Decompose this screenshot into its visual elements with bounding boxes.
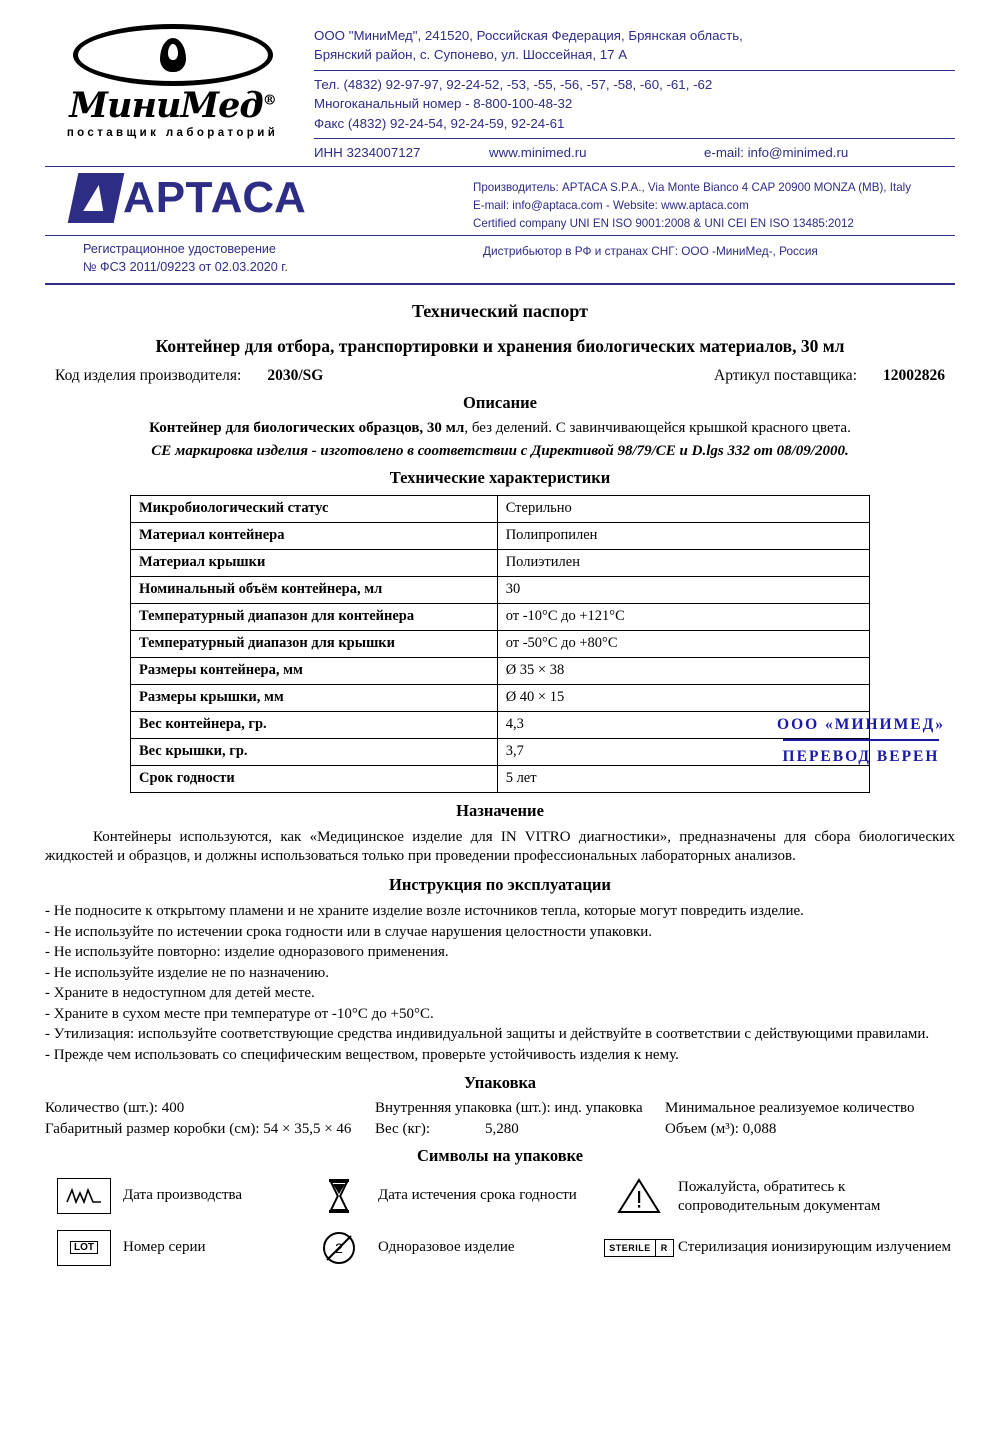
svg-text:2: 2	[335, 1239, 343, 1256]
manufacturer-code-value: 2030/SG	[267, 366, 324, 384]
instruction-item: - Прежде чем использовать со специфическим веществом, проверьте устойчивость изделия к нему.	[45, 1046, 679, 1063]
description-heading: Описание	[463, 392, 537, 412]
manufacturer-line-1: Производитель: APTACA S.P.A., Via Monte Bianco 4 CAP 20900 MONZA (MB), Italy	[473, 181, 912, 195]
phone-line-1: Тел. (4832) 92-97-97, 92-24-52, -53, -55, -56, -57, -58, -60, -61, -62	[314, 76, 713, 92]
spec-value: 4,3	[497, 711, 869, 738]
purpose-heading: Назначение	[456, 800, 544, 820]
symbol-label: Дата истечения срока годности	[378, 1187, 577, 1204]
spec-value: 30	[497, 576, 869, 603]
header-divider	[314, 70, 955, 71]
translation-stamp	[777, 710, 945, 772]
manufacturer-line-3: Certified company UNI EN ISO 9001:2008 & UNI CEI EN ISO 13485:2012	[473, 217, 854, 231]
header-divider-2	[314, 138, 955, 139]
table-row	[131, 495, 870, 522]
weight-value: 5,280	[485, 1121, 519, 1138]
specs-table	[130, 495, 870, 793]
spec-key: Номинальный объём контейнера, мл	[131, 576, 498, 603]
symbols-row-1	[45, 1178, 955, 1216]
table-row	[131, 603, 870, 630]
stamp-line-2: ПЕРЕВОД ВЕРЕН	[783, 739, 940, 771]
phone-line-3: Факс (4832) 92-24-54, 92-24-59, 92-24-61	[314, 115, 565, 131]
minimed-logo	[45, 22, 300, 139]
spec-value: 5 лет	[497, 765, 869, 792]
spec-key: Размеры крышки, мм	[131, 684, 498, 711]
minimed-logo-text: МиниМед	[69, 85, 263, 126]
table-row	[131, 711, 870, 738]
description-line	[45, 420, 955, 437]
spec-key: Температурный диапазон для контейнера	[131, 603, 498, 630]
aptaca-logo	[45, 173, 473, 223]
spec-key: Вес контейнера, гр.	[131, 711, 498, 738]
single-use-icon	[312, 1230, 366, 1266]
symbol-label: Дата производства	[123, 1187, 243, 1204]
sterile-method-text: R	[660, 1242, 668, 1253]
document-content	[45, 301, 955, 1266]
symbol-label: Стерилизация ионизирующим излучением	[678, 1238, 952, 1255]
stamp-line-1: ООО «МИНИМЕД»	[777, 716, 945, 733]
packaging-heading: Упаковка	[463, 1073, 537, 1093]
aptaca-mark-icon	[68, 173, 125, 223]
sterile-text: STERILE	[605, 1240, 656, 1256]
address-line-1: ООО "МиниМед", 241520, Российская Федерация, Брянская область,	[314, 28, 743, 43]
codes-row	[55, 367, 945, 385]
spec-key: Микробиологический статус	[131, 495, 498, 522]
table-row	[131, 765, 870, 792]
phone-line-2: Многоканальный номер - 8-800-100-48-32	[314, 96, 573, 112]
inner-packaging-label: Внутренняя упаковка (шт.):	[375, 1100, 551, 1117]
symbol-lot-number	[45, 1230, 312, 1266]
sterile-r-icon	[609, 1230, 668, 1266]
symbols-heading: Символы на упаковке	[416, 1146, 584, 1166]
min-quantity-label: Минимальное реализуемое количество	[665, 1100, 915, 1117]
document-header	[45, 22, 955, 285]
registration-certificate	[45, 241, 483, 276]
reg-cert-line-2: № ФСЗ 2011/09223 от 02.03.2020 г.	[83, 259, 288, 274]
weight-label: Вес (кг):	[375, 1121, 431, 1138]
symbol-label: Номер серии	[123, 1238, 206, 1255]
header-bottom-row	[45, 235, 955, 282]
table-row	[131, 738, 870, 765]
manufacturer-line-2: E-mail: info@aptaca.com - Website: www.aptaca.com	[473, 199, 749, 213]
website-link[interactable]: www.minimed.ru	[489, 145, 587, 161]
header-inn-row	[314, 143, 955, 162]
instruction-item: - Храните в недоступном для детей месте.	[45, 985, 315, 1002]
purpose-text: Контейнеры используются, как «Медицинское изделие для IN VITRO диагностики», предназначены для сбора биологических жидкостей и образцов, и должны использоваться только при проведении профессиональных лабораторных анализов.	[45, 828, 955, 865]
packaging-row-2	[45, 1121, 955, 1138]
box-size-label: Габаритный размер коробки (см): 54 × 35,5 × 46	[45, 1121, 352, 1138]
spec-key: Температурный диапазон для крышки	[131, 630, 498, 657]
instruction-item: - Не используйте повторно: изделие одноразового применения.	[45, 944, 449, 961]
spec-value: Полиэтилен	[497, 549, 869, 576]
spec-value: Ø 35 × 38	[497, 657, 869, 684]
manufacturer-info	[473, 173, 955, 233]
flame-oval-icon	[73, 24, 273, 86]
lot-number-icon	[57, 1230, 111, 1266]
symbol-manufacture-date	[45, 1178, 312, 1214]
instruction-item: - Храните в сухом месте при температуре от -10°С до +50°С.	[45, 1005, 434, 1022]
hourglass-expiry-icon	[312, 1178, 366, 1214]
spec-value: Стерильно	[497, 495, 869, 522]
spec-value: от -50°С до +80°С	[497, 630, 869, 657]
instructions-heading: Инструкция по эксплуатации	[389, 875, 611, 895]
symbol-consult-documents	[612, 1178, 955, 1216]
table-row	[131, 657, 870, 684]
volume-label: Объем (м³): 0,088	[665, 1121, 777, 1138]
instruction-item: - Не используйте изделие не по назначению.	[45, 964, 329, 981]
inn-value: ИНН 3234007127	[314, 145, 421, 161]
description-rest-part: , без делений. С завинчивающейся крышкой красного цвета.	[464, 419, 851, 436]
spec-key: Срок годности	[131, 765, 498, 792]
instruction-item: - Утилизация: используйте соответствующие средства индивидуальной защиты и действуйте в соответствии с действующими правилами.	[45, 1026, 930, 1043]
spec-key: Вес крышки, гр.	[131, 738, 498, 765]
instruction-item: - Не подносите к открытому пламени и не храните изделие возле источников тепла, которые могут повредить изделие.	[45, 903, 804, 920]
reg-cert-line-1: Регистрационное удостоверение	[83, 242, 276, 257]
spec-key: Размеры контейнера, мм	[131, 657, 498, 684]
document-page	[0, 22, 1000, 1436]
minimed-logo-tagline: поставщик лабораторий	[66, 127, 279, 139]
supplier-code-value: 12002826	[883, 366, 945, 384]
inner-packaging	[375, 1100, 665, 1117]
company-contacts	[300, 22, 955, 162]
table-row	[131, 576, 870, 603]
symbol-label: Одноразовое изделие	[378, 1238, 515, 1255]
inner-packaging-value: инд. упаковка	[554, 1100, 643, 1117]
address-line-2: Брянский район, с. Супонево, ул. Шоссейная, 17 А	[314, 47, 628, 63]
spec-value: 3,7	[497, 738, 869, 765]
symbol-label: Пожалуйста, обратитесь к сопроводительным документам	[678, 1179, 881, 1214]
spec-value: от -10°С до +121°С	[497, 603, 869, 630]
aptaca-logo-text: АРТАСА	[123, 173, 307, 223]
header-mid-row	[45, 167, 955, 235]
quantity-label: Количество (шт.): 400	[45, 1100, 185, 1117]
warning-triangle-icon	[612, 1178, 666, 1214]
spec-value: Ø 40 × 15	[497, 684, 869, 711]
lot-text: LOT	[70, 1241, 98, 1254]
product-title: Контейнер для отбора, транспортировки и хранения биологических материалов, 30 мл	[155, 335, 845, 356]
symbols-row-2	[45, 1230, 955, 1266]
instruction-item: - Не используйте по истечении срока годности или в случае нарушения целостности упаковки.	[45, 923, 653, 940]
specs-heading: Технические характеристики	[389, 467, 611, 487]
table-row	[131, 522, 870, 549]
symbol-expiry-date	[312, 1178, 612, 1214]
spec-key: Материал контейнера	[131, 522, 498, 549]
symbol-sterile-radiation	[609, 1230, 955, 1266]
manufacturer-code-label: Код изделия производителя:	[55, 366, 242, 384]
manufacture-date-icon	[57, 1178, 111, 1214]
ce-marking-line: СЕ маркировка изделия - изготовлено в соответствии с Директивой 98/79/СЕ и D.lgs 332 от 08/09/2000.	[151, 442, 849, 459]
spec-key: Материал крышки	[131, 549, 498, 576]
symbols-legend	[45, 1178, 955, 1266]
table-row	[131, 549, 870, 576]
table-row	[131, 630, 870, 657]
description-bold-part: Контейнер для биологических образцов, 30 мл	[149, 419, 465, 436]
supplier-code-label: Артикул поставщика:	[714, 366, 857, 384]
symbol-single-use	[312, 1230, 612, 1266]
table-row	[131, 684, 870, 711]
minimed-logo-word: МиниМед®	[69, 85, 276, 126]
email-link[interactable]: e-mail: info@minimed.ru	[704, 145, 849, 161]
spec-value: Полипропилен	[497, 522, 869, 549]
page-title: Технический паспорт	[411, 300, 588, 321]
distributor-line: Дистрибьютор в РФ и странах СНГ: ООО -МиниМед-, Россия	[483, 244, 818, 259]
header-top-row	[45, 22, 955, 167]
packaging-row-1	[45, 1100, 955, 1117]
